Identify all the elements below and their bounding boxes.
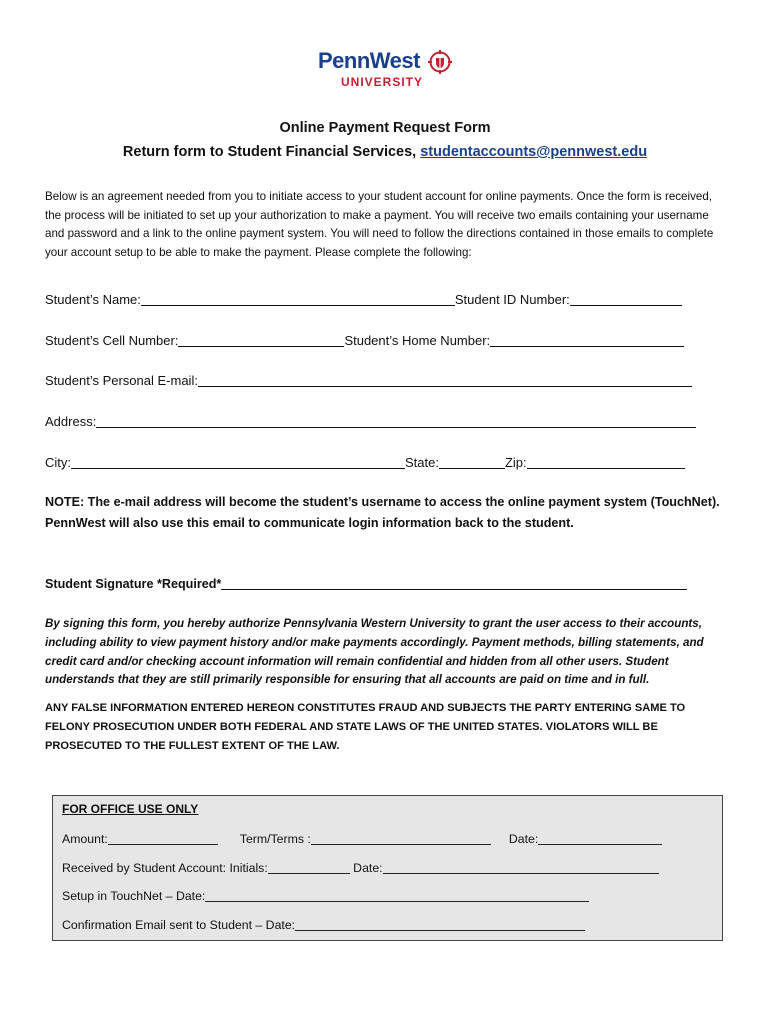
- email-row: [45, 372, 692, 390]
- touchnet-date-field[interactable]: [205, 889, 589, 902]
- state-field[interactable]: [439, 455, 505, 469]
- term-field[interactable]: [311, 832, 491, 845]
- form-title: Online Payment Request Form: [279, 120, 491, 136]
- confirmation-label: Confirmation Email sent to Student – Date:: [62, 918, 296, 932]
- address-label: Address:: [45, 414, 97, 429]
- signature-row: [45, 575, 687, 593]
- date-field[interactable]: [538, 832, 662, 845]
- authorization-paragraph: By signing this form, you hereby authorize Pennsylvania Western University to grant the user access to their accounts, including ability to view payment history and/or make payments accordingly. Payment methods, billing statements, and credit card and/or checking account information will remain confidential and hidden from all other users. Student understands that they are still primarily responsible for ensuring that all accounts are paid on time and in full.: [45, 617, 704, 687]
- office-use-title: FOR OFFICE USE ONLY: [62, 802, 199, 816]
- name-id-row: [45, 291, 682, 309]
- student-id-field[interactable]: [570, 292, 682, 306]
- address-field[interactable]: [96, 414, 696, 428]
- confirmation-date-field[interactable]: [295, 918, 585, 931]
- cell-number-field[interactable]: [178, 333, 344, 347]
- student-id-label: Student ID Number:: [454, 292, 570, 307]
- signature-label: Student Signature *Required*: [45, 577, 222, 591]
- initials-field[interactable]: [268, 861, 350, 874]
- student-name-label: Student’s Name:: [45, 292, 141, 307]
- cell-number-label: Student’s Cell Number:: [45, 333, 179, 348]
- signature-field[interactable]: [221, 576, 687, 590]
- logo-wordmark: PennWest: [318, 48, 420, 73]
- email-link[interactable]: studentaccounts@pennwest.edu: [420, 144, 648, 160]
- received-date-label: Date:: [349, 861, 383, 875]
- term-label: Term/Terms :: [239, 832, 311, 846]
- city-state-zip-row: [45, 454, 685, 472]
- student-name-field[interactable]: [141, 292, 455, 306]
- amount-field[interactable]: [108, 832, 218, 845]
- received-date-field[interactable]: [383, 861, 659, 874]
- logo-subtitle: UNIVERSITY: [341, 75, 424, 89]
- address-row: [45, 413, 696, 431]
- date-label: Date:: [508, 832, 539, 846]
- office-confirmation-row: [62, 917, 585, 933]
- note-paragraph: NOTE: The e-mail address will become the student’s username to access the online payment system (TouchNet). PennWest will also use this email to communicate login information back to the student.: [45, 495, 720, 530]
- state-label: State:: [405, 455, 439, 470]
- intro-paragraph: Below is an agreement needed from you to initiate access to your student account for online payments. Once the form is received, the process will be initiated to set up your authorization to make a payment. You will receive two emails containing your username and password and a link to the online payment system. You will need to follow the directions contained in those emails to complete your account setup to be able to make the payment. Please complete the following:: [45, 190, 714, 259]
- return-text: Return form to Student Financial Services,: [122, 144, 421, 160]
- received-label: Received by Student Account: Initials:: [62, 861, 268, 875]
- zip-field[interactable]: [527, 455, 685, 469]
- personal-email-field[interactable]: [198, 373, 692, 387]
- pennwest-shield-icon: [428, 50, 452, 74]
- city-field[interactable]: [71, 455, 405, 469]
- city-label: City:: [45, 455, 71, 470]
- office-use-box: [52, 795, 723, 941]
- fraud-warning: ANY FALSE INFORMATION ENTERED HEREON CONSTITUTES FRAUD AND SUBJECTS THE PARTY ENTERING SAME TO FELONY PROSECUTION UNDER BOTH FEDERAL AND STATE LAWS OF THE UNITED STATES. VIOLATORS WILL BE PROSECUTED TO THE FULLEST EXTENT OF THE LAW.: [45, 702, 686, 752]
- return-instructions: [0, 143, 770, 161]
- personal-email-label: Student’s Personal E-mail:: [45, 373, 198, 388]
- office-touchnet-row: [62, 888, 589, 904]
- university-logo: [316, 48, 456, 92]
- amount-label: Amount:: [62, 832, 108, 846]
- zip-label: Zip:: [504, 455, 527, 470]
- office-received-row: [62, 860, 659, 876]
- office-amount-row: [62, 831, 662, 847]
- home-number-field[interactable]: [490, 333, 684, 347]
- home-number-label: Student’s Home Number:: [344, 333, 491, 348]
- touchnet-label: Setup in TouchNet – Date:: [62, 889, 206, 903]
- phone-row: [45, 332, 684, 350]
